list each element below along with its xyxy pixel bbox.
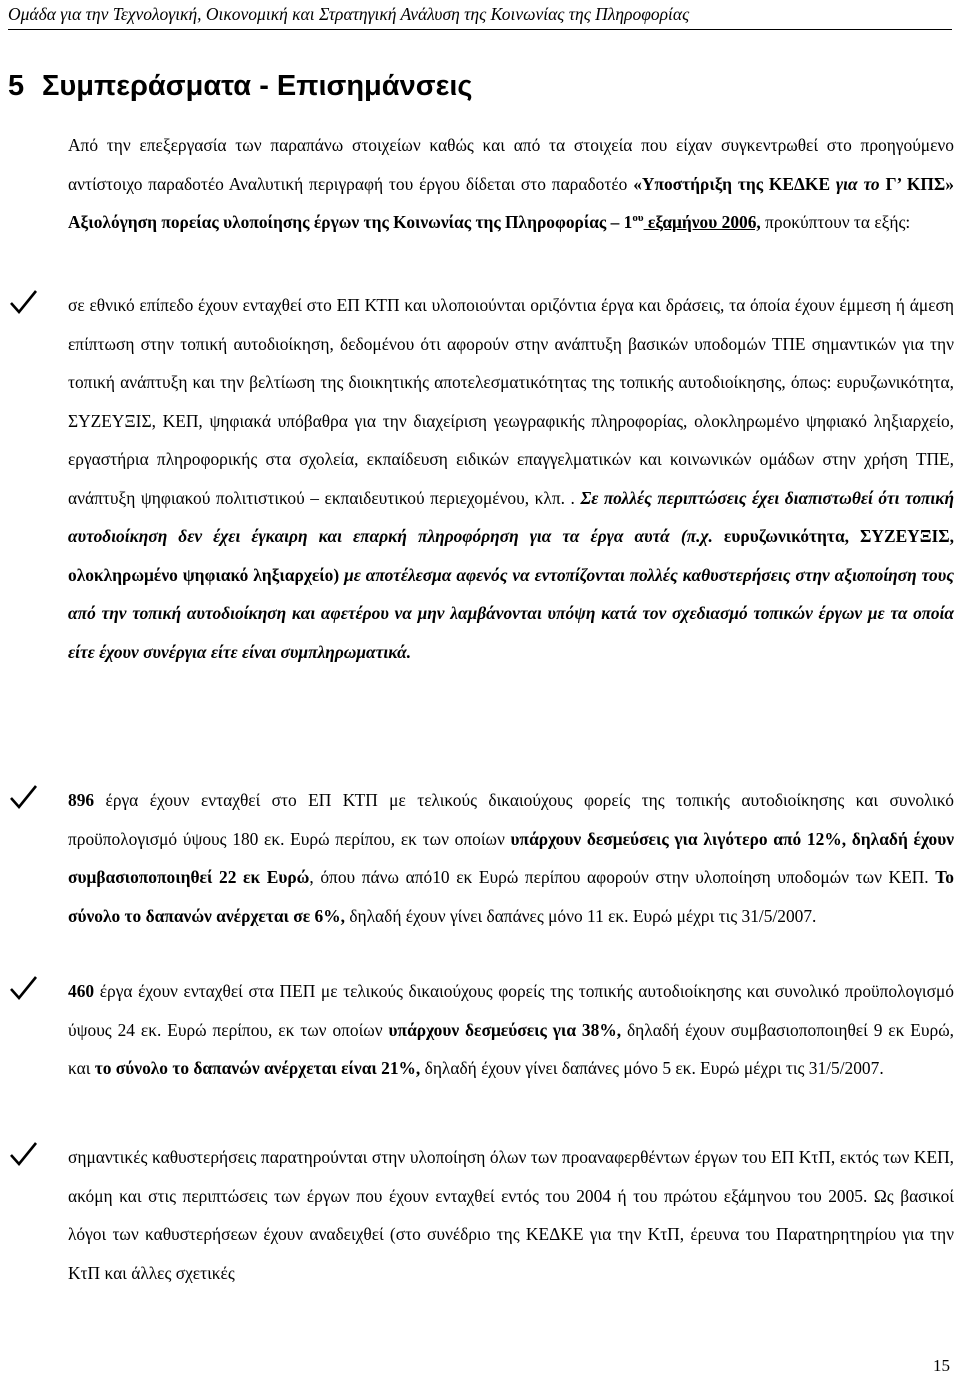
page-number: 15 <box>933 1356 950 1375</box>
item4-text: σημαντικές καθυστερήσεις παρατηρούνται στην υλοποίηση όλων των προαναφερθέντων έργων του ΕΠ ΚτΠ, εκτός των ΚΕΠ, ακόμη και στις περιπτώσεις των έργων που έχουν ενταχθεί εντός του 2004 ή του πρώτου εξάμηνου του 2005. Ως βασικοί λόγοι των καθυστερήσεων έχουν αναδειχθεί (στο συνέδριο της ΚΕΔΚΕ για την ΚτΠ, έρευνα του Παρατηρητηρίου για την ΚτΠ και άλλες σχετικές <box>68 1147 954 1283</box>
checkmark-icon <box>8 972 40 1004</box>
checkmark-icon <box>8 1138 40 1170</box>
intro-period: εξαμήνου 2006, <box>643 212 761 232</box>
checkmark-icon <box>8 286 40 318</box>
list-item <box>8 286 954 671</box>
running-header: Ομάδα για την Τεχνολογική, Οικονομική και Στρατηγική Ανάλυση της Κοινωνίας της Πληροφορίας <box>8 4 952 30</box>
item2-text-2: , όπου πάνω από10 εκ Ευρώ περίπου αφορούν στην υλοποίηση υποδομών των ΚΕΠ. <box>309 867 936 887</box>
item2-count: 896 <box>68 790 95 810</box>
section-title: Συμπεράσματα - Επισημάνσεις <box>42 70 473 102</box>
intro-superscript: ου <box>632 212 644 225</box>
list-item <box>8 781 954 935</box>
item2-commitments: υπάρχουν δεσμεύσεις για λιγότερο από 12%, δηλαδή έχουν συμβασιοποποιηθεί 22 εκ Ευρώ <box>68 828 954 887</box>
item1-emphasis: Σε πολλές περιπτώσεις έχει διαπιστωθεί ότι τοπική αυτοδιοίκηση δεν έχει έγκαιρη και επαρκή πληροφόρηση για τα έργα αυτά (π.χ. <box>68 487 954 546</box>
intro-project-name: «Υποστήριξη της ΚΕΔΚΕ <box>633 173 831 194</box>
item2-spending: Το σύνολο το δαπανών ανέρχεται σε 6%, <box>68 867 954 926</box>
item3-spending: το σύνολο το δαπανών ανέρχεται είναι 21%, <box>94 1058 421 1078</box>
intro-paragraph <box>68 126 954 242</box>
item3-count: 460 <box>68 981 95 1001</box>
checkmark-icon <box>8 781 40 813</box>
item3-text-2: δηλαδή έχουν συμβασιοποποιηθεί 9 εκ Ευρώ, και <box>68 1019 954 1078</box>
section-heading <box>8 70 948 103</box>
item2-text: έργα έχουν ενταχθεί στο ΕΠ ΚΤΠ με τελικούς δικαιούχους φορείς της τοπικής αυτοδιοίκησης και συνολικό προϋπολογισμό ύψους 180 εκ. Ευρώ περίπου, εκ των οποίων <box>68 790 954 849</box>
item3-commitments: υπάρχουν δεσμεύσεις για 38%, <box>388 1019 622 1040</box>
item1-text: σε εθνικό επίπεδο έχουν ενταχθεί στο ΕΠ ΚΤΠ και υλοποιούνται οριζόντια έργα και δράσεις, τα όποία έχουν έμμεση ή άμεση επίπτωση στην τοπική αυτοδιοίκηση, δεδομένου ότι αφορούν στην ανάπτυξη βασικών υποδομών ΤΠΕ σημαντικών για την τοπική ανάπτυξη και την βελτίωση της διοικητικής αποτελεσματικότητας της τοπικής αυτοδιοίκησης, όπως: ευρυζωνικότητα, ΣΥΖΕΥΞΙΣ, ΚΕΠ, ψηφιακά υπόβαθρα για την διαχείριση γεωγραφικής πληροφορίας, ολοκληρωμένο ψηφιακό ληξιαρχείο, εργαστήρια πληροφορικής στα σχολεία, εκπαίδευση ειδικών επαγγελματικών και κοινωνικών ομάδων στην χρήση ΤΠΕ, ανάπτυξη ψηφιακού πολιτιστικού – εκπαιδευτικού περιεχομένου, κλπ. . <box>68 295 954 508</box>
item2-tail: δηλαδή έχουν γίνει δαπάνες μόνο 11 εκ. Ευρώ μέχρι τις 31/5/2007. <box>344 905 817 926</box>
intro-project-title: Γ’ ΚΠΣ» Αξιολόγηση πορείας υλοποίησης έργων της Κοινωνίας της Πληροφορίας – 1 <box>68 173 954 232</box>
item1-conclusion: με αποτέλεσμα αφενός να εντοπίζονται πολλές καθυστερήσεις στην αξιοποίηση τους από την τοπική αυτοδιοίκηση και αφετέρου να μην λαμβάνονται υπόψη κατά τον σχεδιασμό τοπικών έργων με τα οποία είτε έχουν συνέργια είτε είναι συμπληρωματικά. <box>68 564 954 662</box>
list-item <box>8 1138 954 1292</box>
list-item <box>8 972 954 1088</box>
item3-text: έργα έχουν ενταχθεί στα ΠΕΠ με τελικούς δικαιούχους φορείς της τοπικής αυτοδιοίκησης και συνολικό προϋπολογισμό ύψους 24 εκ. Ευρώ περίπου, εκ των οποίων <box>68 981 954 1040</box>
intro-text: Από την επεξεργασία των παραπάνω στοιχείων καθώς και από τα στοιχεία που είχαν συγκεντρωθεί στο προηγούμενο αντίστοιχο παραδοτέο Αναλυτική περιγραφή του έργου δίδεται στο παραδοτέο <box>68 135 954 194</box>
item1-bold: ευρυζωνικότητα, ΣΥΖΕΥΞΙΣ, ολοκληρωμένο ψηφιακό ληξιαρχείο) <box>68 526 954 585</box>
item3-tail: δηλαδή έχουν γίνει δαπάνες μόνο 5 εκ. Ευρώ μέχρι τις 31/5/2007. <box>420 1058 884 1078</box>
section-number: 5 <box>8 70 25 102</box>
intro-tail: προκύπτουν τα εξής: <box>760 212 911 232</box>
intro-project-name-italic: για το <box>830 173 880 194</box>
